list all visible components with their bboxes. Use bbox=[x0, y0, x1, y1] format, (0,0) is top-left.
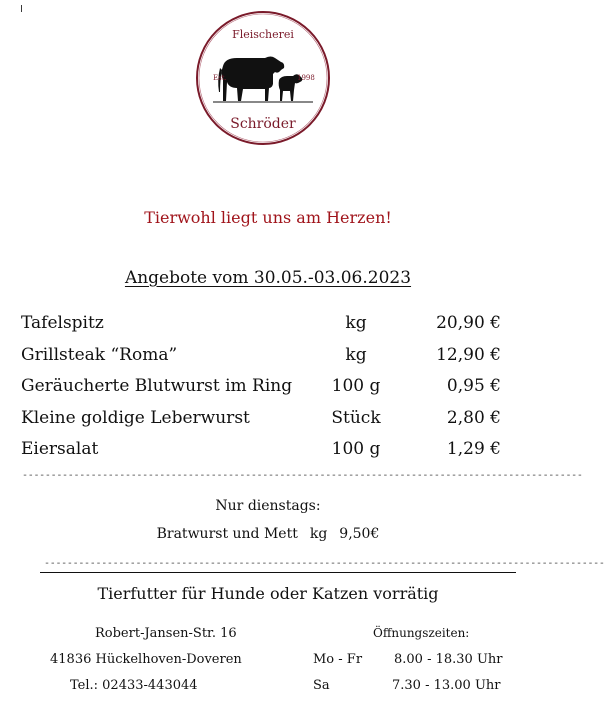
offer-row bbox=[21, 434, 511, 466]
hours-time: 8.00 - 18.30 Uhr bbox=[394, 652, 503, 667]
logo-est-label: Est. bbox=[213, 74, 227, 82]
offer-price: 2,80 € bbox=[446, 407, 501, 428]
offer-unit: Stück bbox=[331, 407, 381, 428]
offer-title-text: Angebote vom 30.05.-03.06.2023 bbox=[124, 268, 412, 288]
logo-name-top: Fleischerei bbox=[232, 28, 294, 41]
hours-time: 7.30 - 13.00 Uhr bbox=[392, 678, 501, 693]
offer-list bbox=[21, 308, 511, 466]
hours-days: Sa bbox=[313, 678, 330, 693]
dashed-separator-2: -------------------------------------------------------------------------------------------------- bbox=[44, 558, 605, 569]
page-mark: I bbox=[20, 4, 23, 15]
offer-price: 20,90 € bbox=[436, 313, 501, 333]
cow-and-calf-icon bbox=[193, 8, 333, 148]
tuesday-special bbox=[0, 526, 536, 542]
offer-unit: kg bbox=[345, 344, 367, 365]
tuesday-label: Nur dienstags: bbox=[215, 498, 321, 514]
address-city: 41836 Hückelhoven-Doveren bbox=[50, 652, 242, 667]
offer-row bbox=[21, 308, 511, 340]
address-phone: Tel.: 02433-443044 bbox=[70, 678, 198, 693]
tuesday-unit: kg bbox=[309, 526, 328, 542]
offer-price: 0,95 € bbox=[446, 376, 501, 396]
address-street: Robert-Jansen-Str. 16 bbox=[95, 626, 237, 641]
offer-price: 1,29 € bbox=[446, 439, 501, 459]
offer-price: 12,90 € bbox=[436, 344, 501, 365]
offer-title bbox=[0, 268, 536, 288]
offer-row bbox=[21, 403, 511, 435]
pet-food-note: Tierfutter für Hunde oder Katzen vorrätig bbox=[97, 584, 439, 603]
company-logo bbox=[193, 8, 333, 148]
offer-unit: 100 g bbox=[331, 376, 381, 396]
offer-row bbox=[21, 371, 511, 403]
hours-days: Mo - Fr bbox=[313, 652, 363, 667]
tuesday-item: Bratwurst und Mett bbox=[156, 526, 298, 542]
offer-row bbox=[21, 340, 511, 372]
tuesday-price: 9,50€ bbox=[339, 526, 380, 542]
offer-name: Eiersalat bbox=[21, 439, 99, 459]
offer-name: Geräucherte Blutwurst im Ring bbox=[21, 376, 293, 396]
offer-name: Kleine goldige Leberwurst bbox=[21, 407, 250, 428]
dashed-separator: -------------------------------------------------------------------------------------------------- bbox=[22, 470, 583, 481]
offer-unit: kg bbox=[345, 313, 367, 333]
logo-est-year: 1998 bbox=[297, 74, 315, 82]
offer-unit: 100 g bbox=[331, 439, 381, 459]
hours-title: Öffnungszeiten: bbox=[373, 626, 470, 640]
slogan: Tierwohl liegt uns am Herzen! bbox=[144, 208, 392, 227]
offer-name: Grillsteak “Roma” bbox=[21, 344, 178, 365]
logo-name-bottom: Schröder bbox=[230, 116, 296, 132]
horizontal-rule bbox=[40, 572, 516, 573]
offer-name: Tafelspitz bbox=[21, 313, 104, 333]
